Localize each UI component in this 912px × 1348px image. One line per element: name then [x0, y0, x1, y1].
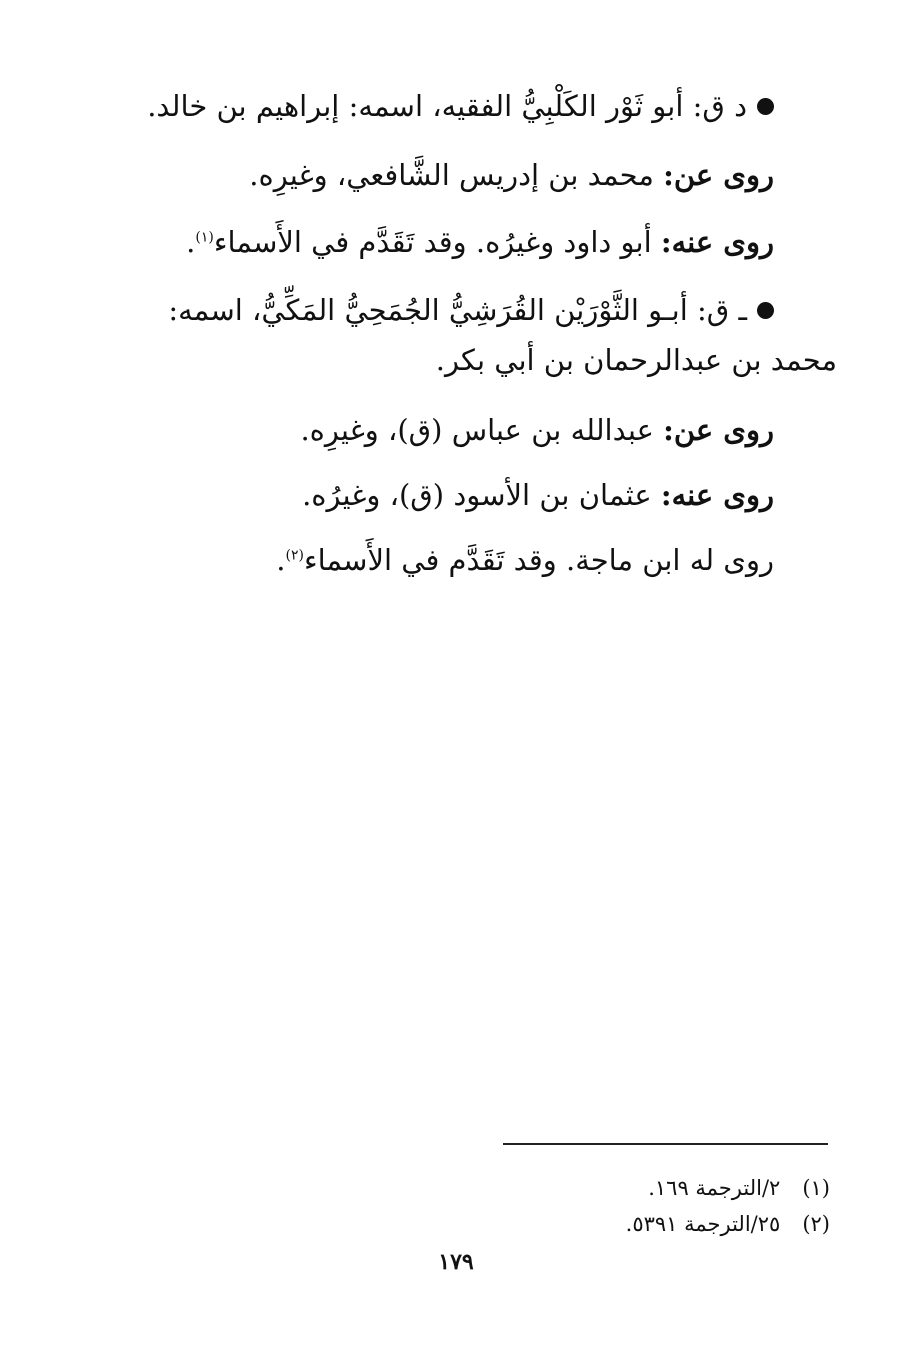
- page-number: ١٧٩: [438, 1249, 474, 1275]
- entry-1-rawi-an: [249, 155, 774, 195]
- rawa-anhu-label: روى عنه:: [660, 225, 774, 259]
- entry-2-rawa-anhu: [302, 475, 774, 515]
- footnote-text: ٢٥/الترجمة ٥٣٩١.: [625, 1212, 781, 1236]
- footnote-text: ٢/الترجمة ١٦٩.: [648, 1176, 781, 1200]
- rawi-an-label: روى عن:: [663, 413, 774, 447]
- rawi-an-text: محمد بن إدريس الشَّافعي، وغيرِه.: [249, 158, 654, 192]
- footnote-number: (٢): [802, 1212, 830, 1236]
- footnote-number: (١): [802, 1176, 830, 1200]
- entry-2-note: [276, 540, 774, 580]
- footnote-ref-1: (١): [195, 229, 214, 246]
- entry-1-rawa-anhu: [186, 222, 774, 262]
- rawa-anhu-label: روى عنه:: [660, 478, 774, 512]
- entry-2-heading-line2: محمد بن عبدالرحمان بن أبي بكر.: [435, 343, 837, 377]
- rawa-anhu-text: أبو داود وغيرُه. وقد تَقَدَّم في الأَسماء: [213, 225, 652, 259]
- bullet-icon: [757, 302, 774, 319]
- footnote-2: [626, 1210, 830, 1238]
- rawi-an-text: عبدالله بن عباس (ق)، وغيرِه.: [300, 413, 654, 447]
- entry-2-rawi-an: [300, 410, 774, 450]
- rawa-anhu-end: .: [186, 225, 196, 259]
- rawi-an-label: روى عن:: [663, 158, 774, 192]
- entry-1-heading-text: د ق: أبو ثَوْر الكَلْبِيُّ الفقيه، اسمه: إبراهيم بن خالد.: [147, 89, 747, 123]
- entry-2-heading-line1: ـ ق: أبـو الثَّوْرَيْن القُرَشِيُّ الجُمَحِيُّ المَكِّيُّ، اسمه:: [168, 293, 747, 327]
- footnote-divider: [503, 1143, 828, 1145]
- footnote-ref-2: (٢): [285, 547, 304, 564]
- entry-2-heading: [168, 290, 774, 330]
- rawa-anhu-text: عثمان بن الأسود (ق)، وغيرُه.: [302, 478, 652, 512]
- note-end: .: [276, 543, 286, 577]
- note-text: روى له ابن ماجة. وقد تَقَدَّم في الأَسماء: [303, 543, 774, 577]
- entry-2-heading-cont: [436, 340, 837, 380]
- footnote-1: [648, 1174, 830, 1202]
- bullet-icon: [757, 98, 774, 115]
- entry-1-heading: [147, 86, 774, 126]
